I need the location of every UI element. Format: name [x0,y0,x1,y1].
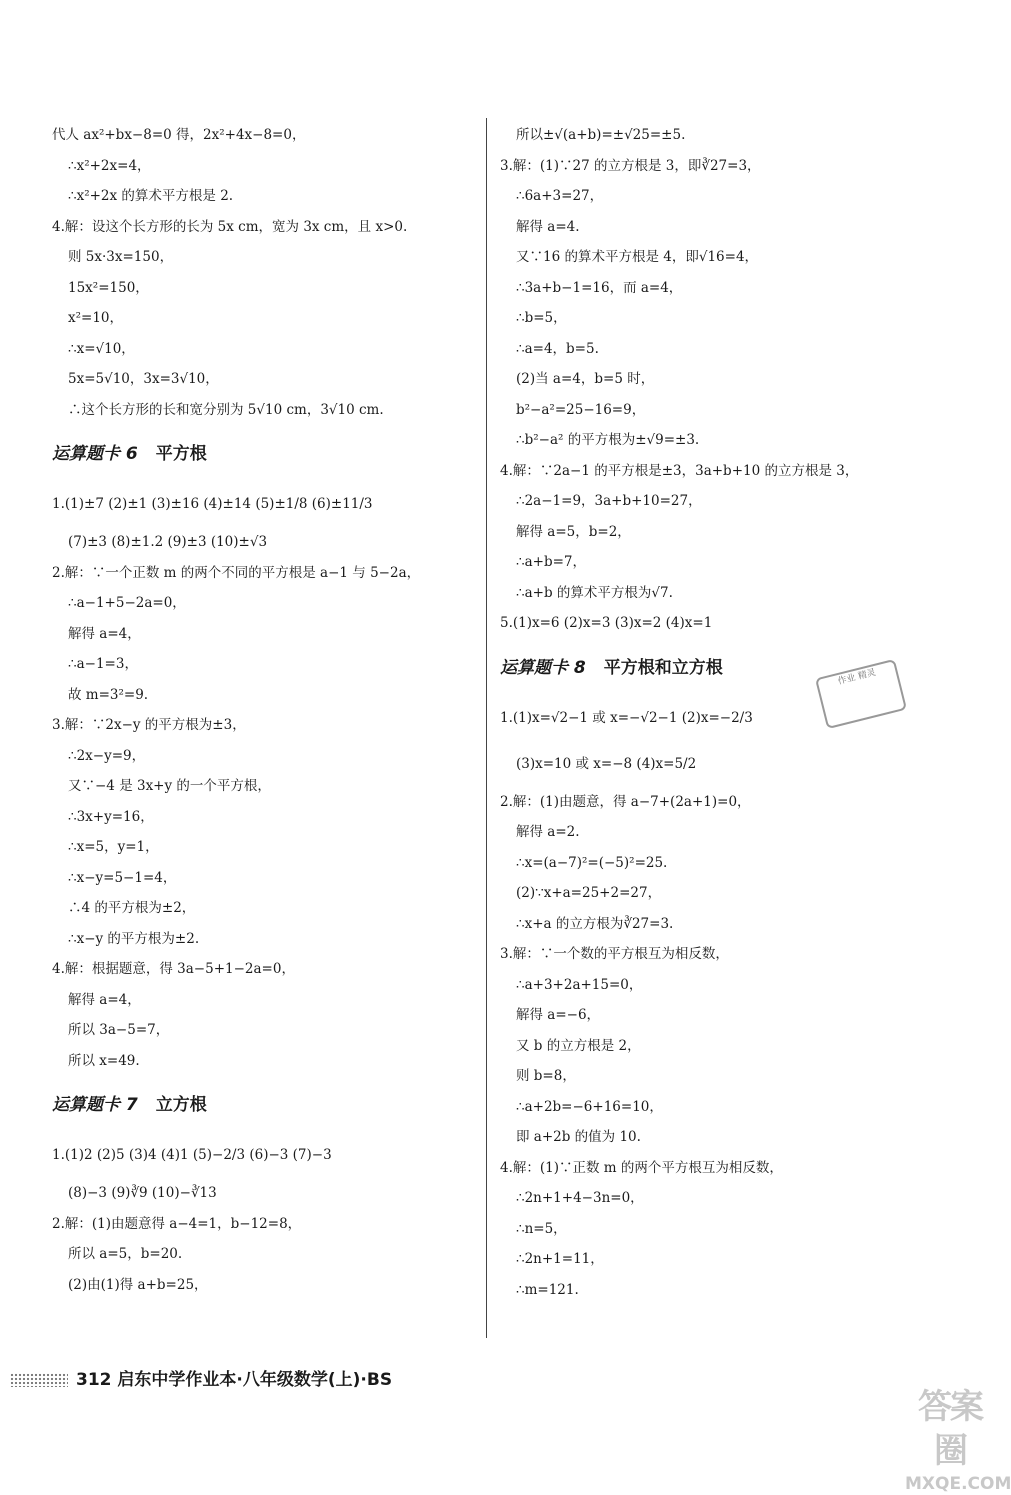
text-line: ∴x+a 的立方根为∛27=3. [516,915,674,932]
text-line: 2.解：∵一个正数 m 的两个不同的平方根是 a−1 与 5−2a， [52,564,421,581]
text-line: 又∵16 的算术平方根是 4，即√16=4， [516,249,759,265]
text-line: ∴n=5， [516,1220,567,1237]
text-line: 所以 a=5，b=20. [68,1246,183,1262]
section-name: 平方根和立方根 [603,657,723,678]
right-intro [500,120,960,639]
section-title-7 [52,1088,472,1122]
text-line: 3.解：(1)∵27 的立方根是 3，即∛27=3， [500,157,761,174]
text-line: ∴a+2b=−6+16=10， [516,1098,663,1115]
section-name: 平方根 [155,444,207,464]
text-line: ∴x²+2x 的算术平方根是 2. [68,188,234,204]
text-line: 4.解：(1)∵正数 m 的两个平方根互为相反数， [500,1159,783,1176]
text-line: 4.解：∵2a−1 的平方根是±3，3a+b+10 的立方根是 3， [500,462,859,479]
section-7-body [52,1132,472,1300]
text-line: 故 m=3²=9. [68,686,149,703]
section-number: 运算题卡 8 [500,657,586,678]
watermark-logo [905,1385,1011,1494]
text-line: ∴2x−y=9， [68,747,146,764]
text-line: ∴x−y 的平方根为±2. [68,930,200,947]
text-line: ∴这个长方形的长和宽分别为 5√10 cm，3√10 cm. [68,401,384,418]
left-column [52,120,472,1300]
text-line: 所以 3a−5=7， [68,1022,170,1038]
text-line: 所以 x=49. [68,1052,140,1069]
text-line: 2.解：(1)由题意得 a−4=1，b−12=8， [52,1215,302,1232]
text-line: (2)当 a=4，b=5 时， [516,371,655,387]
text-line: 解得 a=4. [516,218,580,235]
text-line: ∴a−1=3， [68,656,138,672]
dot-pattern-icon [10,1373,68,1387]
page-footer [10,1366,392,1394]
book-title: 启东中学作业本·八年级数学(上)·BS [117,1370,393,1390]
text-line: 所以±√(a+b)=±√25=±5. [516,127,686,143]
watermark-text: 答案圈 [918,1387,982,1471]
text-line: 解得 a=4， [68,625,141,642]
text-line: ∴6a+3=27， [516,188,604,204]
text-line: ∴x=√10， [68,340,135,357]
text-line: ∴a+3+2a+15=0， [516,976,643,993]
text-line: ∴x−y=5−1=4， [68,869,177,886]
text-line: (2)∵x+a=25+2=27， [516,885,662,901]
text-line: ∴x=(a−7)²=(−5)²=25. [516,854,668,871]
text-line: ∴a+b=7， [516,554,586,570]
text-line: ∴3a+b−1=16，而 a=4， [516,279,683,296]
section-6-body [52,481,472,1076]
text-line: 5.(1)x=6 (2)x=3 (3)x=2 (4)x=1 [500,615,713,631]
text-line: 又∵−4 是 3x+y 的一个平方根， [68,778,271,794]
text-line: ∴m=121. [516,1281,579,1298]
text-line: 4.解：设这个长方形的长为 5x cm，宽为 3x cm，且 x>0. [52,218,408,235]
text-line: 代人 ax²+bx−8=0 得，2x²+4x−8=0， [52,127,306,143]
text-line: 2.解：(1)由题意，得 a−7+(2a+1)=0， [500,793,751,810]
text-line: 又 b 的立方根是 2， [516,1037,641,1054]
column-divider [486,118,487,1338]
text-line: ∴2n+1+4−3n=0， [516,1190,644,1206]
text-line: 1.(1)x=√2−1 或 x=−√2−1 (2)x=−2/3 [500,709,753,726]
text-line: 解得 a=5，b=2， [516,523,631,540]
text-line: ∴x²+2x=4， [68,157,151,174]
stamp-text: 作业 精灵 [836,667,877,688]
text-line: (3)x=10 或 x=−8 (4)x=5/2 [516,755,697,772]
text-line: 3.解：∵2x−y 的平方根为±3， [52,717,246,733]
text-line: (8)−3 (9)∛9 (10)−∛13 [68,1185,217,1201]
section-number: 运算题卡 6 [52,444,138,464]
text-line: 解得 a=−6， [516,1007,601,1023]
left-intro [52,120,472,425]
section-8-body [500,695,960,1306]
text-line: 1.(1)±7 (2)±1 (3)±16 (4)±14 (5)±1/8 (6)±11/3 [52,496,373,512]
text-line: (2)由(1)得 a+b=25， [68,1276,208,1293]
text-line: ∴a+b 的算术平方根为√7. [516,584,673,601]
text-line: b²−a²=25−16=9， [516,401,646,418]
text-line: 解得 a=4， [68,991,141,1008]
text-line: 3.解：∵一个数的平方根互为相反数， [500,946,729,962]
text-line: 4.解：根据题意，得 3a−5+1−2a=0， [52,961,295,977]
section-number: 运算题卡 7 [52,1095,138,1115]
text-line: ∴4 的平方根为±2， [68,900,196,916]
page-number: 312 [76,1370,112,1390]
text-line: ∴2n+1=11， [516,1251,604,1267]
text-line: 则 5x·3x=150， [68,249,174,265]
text-line: 解得 a=2. [516,824,580,840]
text-line: 即 a+2b 的值为 10. [516,1129,641,1145]
text-line: 1.(1)2 (2)5 (3)4 (4)1 (5)−2/3 (6)−3 (7)−3 [52,1147,332,1163]
text-line: ∴a=4，b=5. [516,340,599,357]
text-line: x²=10， [68,310,124,326]
text-line: ∴x=5，y=1， [68,839,159,855]
section-name: 立方根 [155,1095,207,1115]
watermark-url: MXQE.COM [905,1474,1011,1494]
text-line: ∴a−1+5−2a=0， [68,595,186,611]
text-line: 5x=5√10，3x=3√10， [68,371,219,387]
text-line: ∴3x+y=16， [68,808,154,825]
text-line: ∴b²−a² 的平方根为±√9=±3. [516,432,700,448]
text-line: ∴b=5， [516,310,567,326]
text-line: 15x²=150， [68,279,149,296]
text-line: 则 b=8， [516,1068,576,1084]
section-title-6 [52,437,472,471]
text-line: ∴2a−1=9，3a+b+10=27， [516,493,702,509]
text-line: (7)±3 (8)±1.2 (9)±3 (10)±√3 [68,534,268,550]
